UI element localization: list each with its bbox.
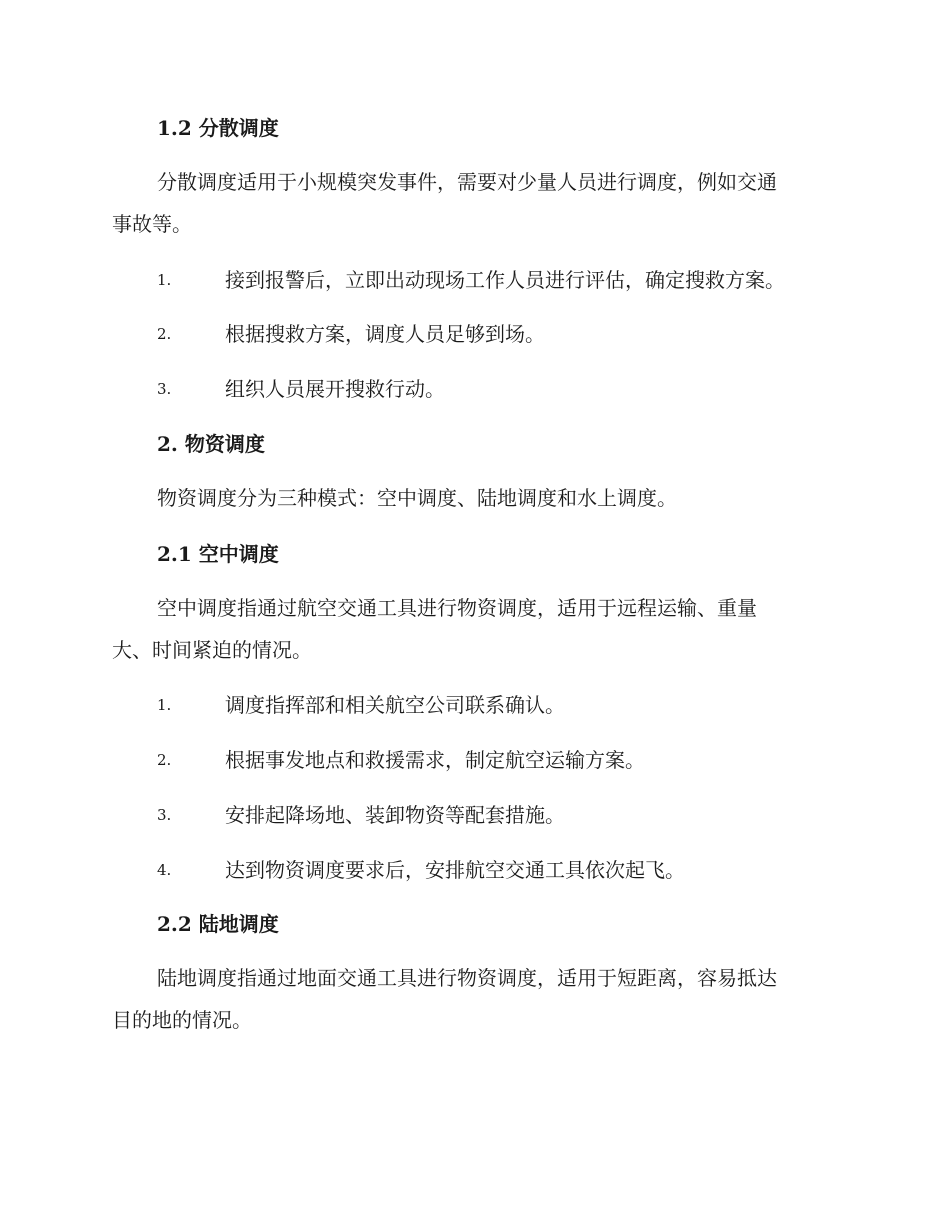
list-item-text: 组织人员展开搜救行动。 xyxy=(225,377,445,401)
list-item-number: 3. xyxy=(157,806,172,824)
list-item-number: 4. xyxy=(157,861,172,879)
list-item-number: 2. xyxy=(157,751,172,769)
paragraph-2-1-line-1: 空中调度指通过航空交通工具进行物资调度，适用于远程运输、重量 xyxy=(157,596,757,620)
section-heading-2-1: 2.1 空中调度 xyxy=(157,542,279,566)
list-item-number: 3. xyxy=(157,380,172,398)
paragraph-2-1-line-2: 大、时间紧迫的情况。 xyxy=(112,638,312,662)
list-item-number: 2. xyxy=(157,325,172,343)
section-heading-1-2: 1.2 分散调度 xyxy=(157,116,279,140)
list-item-text: 根据事发地点和救援需求，制定航空运输方案。 xyxy=(225,748,645,772)
paragraph-2-2-line-2: 目的地的情况。 xyxy=(112,1008,252,1032)
list-item-text: 达到物资调度要求后，安排航空交通工具依次起飞。 xyxy=(225,858,685,882)
section-heading-2-2: 2.2 陆地调度 xyxy=(157,912,279,936)
list-item-number: 1. xyxy=(157,696,172,714)
list-item-text: 安排起降场地、装卸物资等配套措施。 xyxy=(225,803,565,827)
list-item-text: 接到报警后，立即出动现场工作人员进行评估，确定搜救方案。 xyxy=(225,268,785,292)
list-item-text: 根据搜救方案，调度人员足够到场。 xyxy=(225,322,545,346)
section-heading-2: 2. 物资调度 xyxy=(157,432,265,456)
paragraph-1-2-line-1: 分散调度适用于小规模突发事件，需要对少量人员进行调度，例如交通 xyxy=(157,170,777,194)
paragraph-1-2-line-2: 事故等。 xyxy=(112,212,192,236)
paragraph-2: 物资调度分为三种模式：空中调度、陆地调度和水上调度。 xyxy=(157,486,677,510)
paragraph-2-2-line-1: 陆地调度指通过地面交通工具进行物资调度，适用于短距离，容易抵达 xyxy=(157,966,777,990)
list-item-text: 调度指挥部和相关航空公司联系确认。 xyxy=(225,693,565,717)
list-item-number: 1. xyxy=(157,271,172,289)
